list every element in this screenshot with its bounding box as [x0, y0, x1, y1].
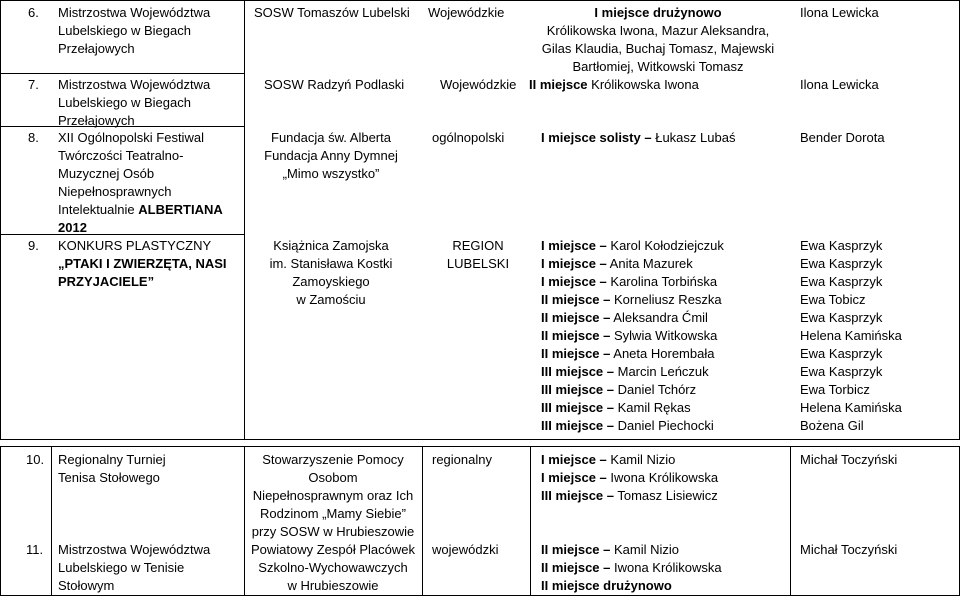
- organizer: [246, 237, 416, 309]
- teacher: Helena Kamińska: [800, 400, 902, 415]
- row-divider: [0, 73, 244, 74]
- event-name: [58, 451, 242, 487]
- event-name-line: Tenisa Stołowego: [58, 470, 160, 485]
- result-name: Aleksandra Ćmil: [610, 310, 708, 325]
- bottom-table-divider: [422, 446, 423, 596]
- result-names-line: Gilas Klaudia, Buchaj Tomasz, Majewski: [541, 41, 775, 56]
- event-name-line: Regionalny Turniej: [58, 452, 166, 467]
- result-place: I miejsce –: [541, 470, 607, 485]
- teacher: Ewa Torbicz: [800, 382, 870, 397]
- result-list: [541, 541, 722, 595]
- result-place: I miejsce –: [541, 256, 607, 271]
- event-name-line: Mistrzostwa Województwa: [58, 5, 211, 20]
- result: [529, 76, 699, 94]
- organizer-line: w Hrubieszowie: [287, 578, 379, 593]
- organizer-line: Fundacja Anny Dymnej: [264, 148, 398, 163]
- teacher: Helena Kamińska: [800, 328, 902, 343]
- teacher: Michał Toczyński: [800, 542, 898, 557]
- result-place: II miejsce –: [541, 560, 611, 575]
- event-name: [58, 76, 242, 130]
- result-place: III miejsce –: [541, 400, 614, 415]
- result-place: II miejsce –: [541, 292, 611, 307]
- event-name-line: [58, 201, 242, 219]
- result-entry: [541, 381, 724, 399]
- organizer-line: „Mimo wszystko”: [282, 166, 380, 181]
- result-name: Kamil Nizio: [606, 452, 676, 467]
- result-name: Królikowska Iwona: [591, 77, 699, 92]
- result-list: [541, 237, 724, 435]
- result-name: Anita Mazurek: [606, 256, 693, 271]
- result-name: Kamil Rękas: [614, 400, 691, 415]
- teacher: Ewa Kasprzyk: [800, 256, 883, 271]
- event-year: 2012: [58, 220, 87, 235]
- result-place: III miejsce –: [541, 382, 614, 397]
- event-name-line: Stołowym: [58, 578, 115, 593]
- organizer-line: Osobom: [308, 470, 358, 485]
- row-number: 11.: [26, 542, 44, 557]
- event-name-line: Lubelskiego w Tenisie: [58, 560, 185, 575]
- result-entry: [541, 541, 722, 559]
- teacher: Ewa Kasprzyk: [800, 274, 883, 289]
- competition-level: [426, 237, 530, 273]
- organizer-line: Zamoyskiego: [292, 274, 370, 289]
- result-entry: [541, 417, 724, 435]
- row-number: 9.: [28, 238, 39, 253]
- event-name-line: Muzycznej Osób: [58, 166, 155, 181]
- result-entry: [541, 451, 718, 469]
- competition-level: wojewódzki: [432, 542, 499, 557]
- result: [541, 129, 735, 147]
- result-entry: [541, 273, 724, 291]
- teacher: Ilona Lewicka: [800, 77, 879, 92]
- organizer: [246, 541, 420, 595]
- event-name-line: XII Ogólnopolski Festiwal: [58, 130, 204, 145]
- row-number: 8.: [28, 130, 39, 145]
- result-names-line: Bartłomiej, Witkowski Tomasz: [572, 59, 744, 74]
- event-name-line: Lubelskiego w Biegach: [58, 23, 191, 38]
- row-number: 6.: [28, 5, 39, 20]
- result-entry: [541, 345, 724, 363]
- event-name-line: Mistrzostwa Województwa: [58, 77, 211, 92]
- result-name: Iwona Królikowska: [606, 470, 719, 485]
- organizer-line: Powiatowy Zespół Placówek: [250, 542, 416, 557]
- row-number: 10.: [26, 452, 45, 467]
- event-name-line: Przełajowych: [58, 41, 135, 56]
- result-place: I miejsce –: [541, 452, 607, 467]
- result-name: Łukasz Lubaś: [655, 130, 736, 145]
- organizer-line: w Zamościu: [296, 292, 366, 307]
- competition-level-line: REGION: [452, 238, 504, 253]
- result-entry: [541, 309, 724, 327]
- teacher: Ewa Kasprzyk: [800, 346, 883, 361]
- event-name-line: Mistrzostwa Województwa: [58, 542, 211, 557]
- result-place: I miejsce –: [541, 238, 607, 253]
- result-entry: [541, 559, 722, 577]
- result-entry: [541, 237, 724, 255]
- result-name: Tomasz Lisiewicz: [614, 488, 718, 503]
- organizer: [246, 451, 420, 541]
- organizer: SOSW Radzyń Podlaski: [264, 77, 405, 92]
- teacher: Michał Toczyński: [800, 452, 898, 467]
- event-name-line: Lubelskiego w Biegach: [58, 95, 191, 110]
- teacher-list: [800, 237, 902, 435]
- competition-level: regionalny: [432, 452, 492, 467]
- event-name: [58, 4, 242, 58]
- result: [530, 4, 786, 76]
- result-dash: –: [644, 130, 652, 145]
- organizer-line: im. Stanisława Kostki: [269, 256, 393, 271]
- teacher: Ewa Tobicz: [800, 292, 866, 307]
- result-place: III miejsce –: [541, 364, 614, 379]
- result-name: Korneliusz Reszka: [610, 292, 722, 307]
- teacher: Ewa Kasprzyk: [800, 238, 883, 253]
- result-entry: [541, 291, 724, 309]
- result-entry: [541, 469, 718, 487]
- result-name: Daniel Tchórz: [614, 382, 697, 397]
- result-name: Daniel Piechocki: [614, 418, 714, 433]
- teacher: Bender Dorota: [800, 130, 885, 145]
- result-entry: [541, 487, 718, 505]
- organizer-line: Książnica Zamojska: [273, 238, 389, 253]
- result-place: I miejsce –: [541, 274, 607, 289]
- result-place: II miejsce: [529, 77, 588, 92]
- competition-level: Wojewódzkie: [440, 77, 517, 92]
- result-name: Marcin Leńczuk: [614, 364, 709, 379]
- competition-level-line: LUBELSKI: [446, 256, 510, 271]
- result-place: III miejsce –: [541, 418, 614, 433]
- result-place: I miejsce drużynowo: [594, 5, 722, 20]
- event-name: [58, 541, 242, 595]
- event-name-bold-line: PRZYJACIELE”: [58, 274, 155, 289]
- organizer-line: Fundacja św. Alberta: [271, 130, 391, 145]
- result-place: II miejsce –: [541, 328, 611, 343]
- event-name-text: Intelektualnie: [58, 202, 135, 217]
- event-name-line: Niepełnosprawnych: [58, 184, 172, 199]
- organizer-line: przy SOSW w Hrubieszowie: [251, 524, 415, 539]
- teacher: Ewa Kasprzyk: [800, 364, 883, 379]
- result-names-line: Królikowska Iwona, Mazur Aleksandra,: [546, 23, 770, 38]
- organizer-line: Szkolno-Wychowawczych: [258, 560, 408, 575]
- competition-level: ogólnopolski: [432, 130, 505, 145]
- teacher: Ilona Lewicka: [800, 5, 879, 20]
- organizer: [246, 129, 416, 183]
- competition-level: Wojewódzkie: [428, 5, 505, 20]
- result-place: II miejsce –: [541, 542, 611, 557]
- event-name: [58, 237, 242, 291]
- event-name-line: KONKURS PLASTYCZNY: [58, 238, 212, 253]
- result-entry: [541, 399, 724, 417]
- event-name: [58, 129, 242, 237]
- top-table-divider: [244, 0, 245, 440]
- result-name: Iwona Królikowska: [610, 560, 722, 575]
- result-place: II miejsce –: [541, 310, 611, 325]
- result-entry: [541, 363, 724, 381]
- organizer: SOSW Tomaszów Lubelski: [254, 5, 410, 20]
- result-list: [541, 451, 718, 505]
- bottom-table-divider: [790, 446, 791, 596]
- organizer-line: Rodzinom „Mamy Siebie”: [260, 506, 406, 521]
- event-name-line: Twórczości Teatralno-: [58, 148, 184, 163]
- result-place: I miejsce solisty: [541, 130, 641, 145]
- teacher: Ewa Kasprzyk: [800, 310, 883, 325]
- bottom-table-divider: [244, 446, 245, 596]
- organizer-line: Stowarzyszenie Pomocy: [262, 452, 404, 467]
- result-name: Sylwia Witkowska: [610, 328, 718, 343]
- result-entry: [541, 255, 724, 273]
- event-name-line: Przełajowych: [58, 113, 135, 128]
- result-name: Karol Kołodziejczuk: [606, 238, 724, 253]
- event-name-bold-line: „PTAKI I ZWIERZĘTA, NASI: [58, 256, 227, 271]
- event-name-bold: ALBERTIANA: [138, 202, 223, 217]
- bottom-table-divider: [51, 446, 52, 596]
- result-name: Karolina Torbińska: [606, 274, 718, 289]
- bottom-table-divider: [530, 446, 531, 596]
- result-place: III miejsce –: [541, 488, 614, 503]
- result-name: Aneta Horembała: [610, 346, 715, 361]
- row-number: 7.: [28, 77, 39, 92]
- result-name: Kamil Nizio: [610, 542, 680, 557]
- organizer-line: Niepełnosprawnym oraz Ich: [252, 488, 414, 503]
- result-entry: [541, 327, 724, 345]
- teacher: Bożena Gil: [800, 418, 864, 433]
- result-team-place: II miejsce drużynowo: [541, 578, 672, 593]
- result-place: II miejsce –: [541, 346, 611, 361]
